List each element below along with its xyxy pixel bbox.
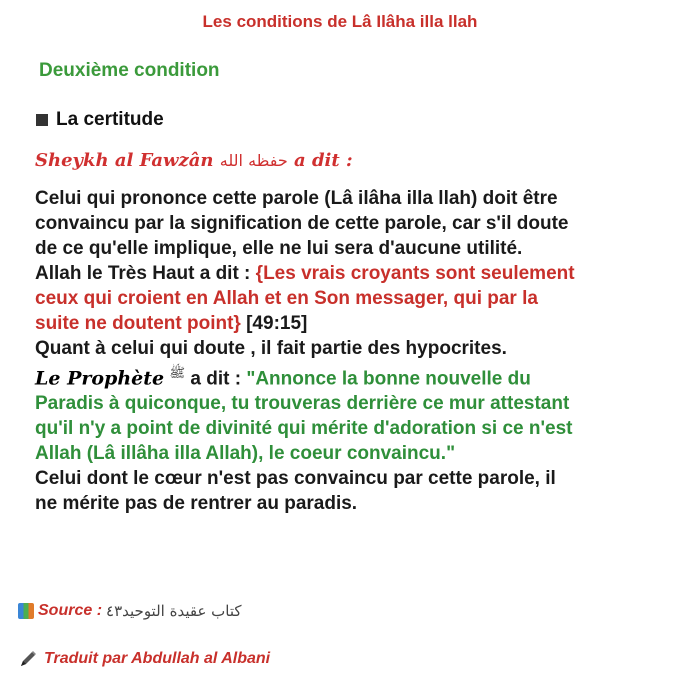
- paragraph-conviction: Celui qui prononce cette parole (Lâ ilâha illa llah) doit être convaincu par la signification de cette parole, car s'il doute de ce qu'elle implique, elle ne lui sera d'aucune utilité.: [35, 188, 569, 259]
- translator-line: [18, 649, 270, 669]
- allah-intro: Allah le Très Haut a dit :: [35, 263, 256, 284]
- attribution-said: a dit :: [287, 150, 353, 171]
- condition-name: [36, 109, 164, 131]
- source-label: Source :: [38, 602, 103, 619]
- attribution-name: Sheykh al Fawzân: [35, 150, 220, 171]
- hadith-text: "Annonce la bonne nouvelle du Paradis à quiconque, tu trouveras derrière ce mur attestant qu'il n'y a point de divinité qui mérite d'adoration si ce n'est Allah (Lâ illâha illa Allah), le coeur convaincu.": [35, 368, 573, 465]
- quran-verse: {Les vrais croyants sont seulement ceux qui croient en Allah et en Son messager, qui par la suite ne doutent point}: [35, 263, 575, 334]
- paragraph-doubter: Quant à celui qui doute , il fait partie des hypocrites.: [35, 338, 507, 359]
- paragraph-closing: Celui dont le cœur n'est pas convaincu par cette parole, il ne mérite pas de rentrer au paradis.: [35, 468, 556, 515]
- verse-reference: [49:15]: [240, 313, 308, 334]
- paragraph-hadith: [35, 361, 575, 466]
- condition-name-text: La certitude: [56, 109, 164, 130]
- salutation-glyph: ﷺ: [169, 366, 186, 381]
- source-title: كتاب عقيدة التوحيد٤٣: [106, 602, 242, 620]
- translator-credit: Traduit par Abdullah al Albani: [44, 650, 271, 667]
- paragraph-verse: [35, 261, 575, 336]
- main-text: [35, 186, 575, 516]
- page-title: Les conditions de Lâ Ilâha illa llah: [202, 12, 478, 31]
- square-bullet-icon: [36, 114, 48, 126]
- prophet-label: Le Prophète: [35, 367, 165, 390]
- condition-heading: Deuxième condition: [39, 60, 220, 81]
- attribution-arabic: حفظه الله: [219, 151, 288, 170]
- books-icon: [18, 603, 34, 619]
- source-line: [18, 602, 242, 620]
- prophet-said: a dit :: [185, 368, 247, 390]
- scholar-attribution: [35, 150, 353, 171]
- pen-icon: [18, 649, 38, 669]
